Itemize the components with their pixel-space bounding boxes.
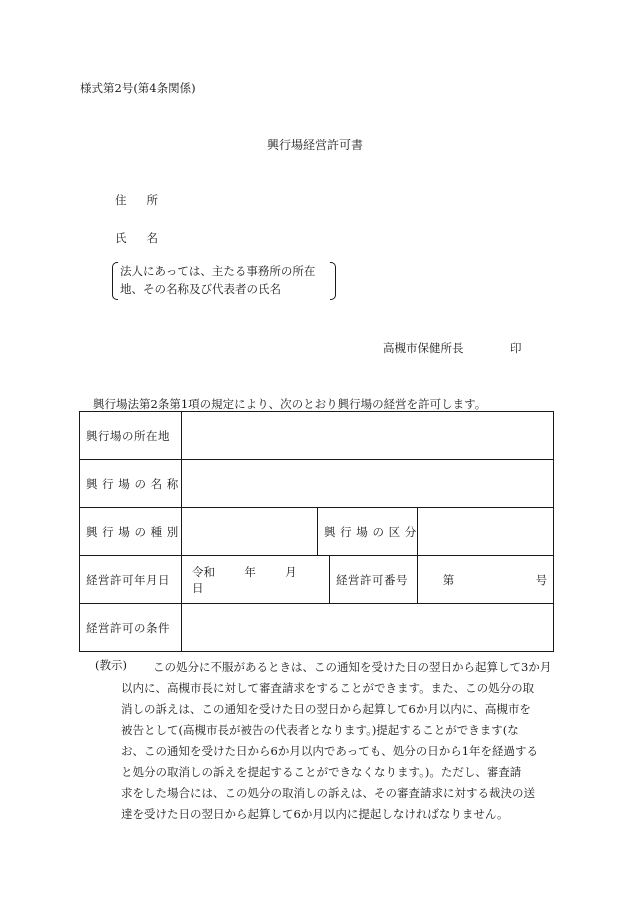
table-row — [80, 412, 554, 460]
remark-line: この処分に不服があるときは、この通知を受けた日の翌日から起算して3か月 — [153, 660, 552, 674]
remark-line: お、この通知を受けた日から6か月以内であっても、処分の日から1年を経過する — [121, 744, 539, 758]
corporate-note-line-1: 法人にあっては、主たる事務所の所在 — [120, 264, 316, 278]
table-row — [80, 604, 554, 652]
address-label-char-2: 所 — [146, 193, 158, 207]
document-title: 興行場経営許可書 — [266, 138, 363, 152]
location-value[interactable] — [182, 412, 554, 460]
bracket-left — [112, 262, 118, 300]
remark-line: 消しの訴えは、この通知を受けた日の翌日から起算して6か月以内に、高槻市を — [121, 702, 531, 716]
remark-line: 被告として(高槻市長が被告の代表者となります。)提起することができます(な — [121, 723, 519, 737]
permit-number-value[interactable] — [418, 556, 554, 604]
permit-conditions-value[interactable] — [182, 604, 554, 652]
remark-line: 求をした場合には、この処分の取消しの訴えは、その審査請求に対する裁決の送 — [121, 786, 535, 800]
facility-name-label: 興 行 場 の 名 称 — [80, 460, 182, 508]
permit-conditions-label: 経営許可の条件 — [80, 604, 182, 652]
remark-label: (教示) — [95, 658, 127, 672]
remark-text — [121, 657, 551, 825]
remark-line: 以内に、高槻市長に対して審査請求をすることができます。また、この処分の取 — [121, 681, 535, 695]
name-label-char-2: 名 — [146, 231, 158, 245]
number-prefix: 第 — [442, 572, 455, 587]
permit-table — [79, 411, 554, 652]
table-row — [80, 508, 554, 556]
form-number: 様式第2号(第4条関係) — [80, 81, 196, 95]
facility-type-value[interactable] — [182, 508, 318, 556]
date-era: 令和 — [192, 564, 215, 579]
name-label — [115, 230, 158, 246]
corporate-note — [116, 262, 332, 298]
permit-date-label: 経営許可年月日 — [80, 556, 182, 604]
table-row — [80, 460, 554, 508]
remark-line: 達を受けた日の翌日から起算して6か月以内に提起しなければなりません。 — [121, 807, 509, 821]
date-year: 年 — [244, 564, 256, 579]
permit-number-label: 経営許可番号 — [330, 556, 418, 604]
facility-type-label: 興 行 場 の 種 別 — [80, 508, 182, 556]
bracket-right — [330, 262, 336, 300]
number-suffix: 号 — [535, 572, 548, 587]
address-label — [115, 192, 158, 208]
permit-date-value[interactable] — [182, 556, 330, 604]
issuer: 高槻市保健所長 — [383, 341, 464, 355]
remark-line: と処分の取消しの訴えを提起することができなくなります。)。ただし、審査請 — [121, 765, 522, 779]
table-row — [80, 556, 554, 604]
date-day: 日 — [192, 580, 204, 595]
name-label-char-1: 氏 — [115, 231, 127, 245]
address-label-char-1: 住 — [115, 193, 127, 207]
facility-division-value[interactable] — [418, 508, 554, 556]
location-label: 興行場の所在地 — [80, 412, 182, 460]
facility-name-value[interactable] — [182, 460, 554, 508]
permit-statement: 興行場法第2条第1項の規定により、次のとおり興行場の経営を許可します。 — [93, 397, 487, 411]
date-month: 月 — [285, 564, 297, 579]
facility-division-label: 興 行 場 の 区 分 — [318, 508, 418, 556]
seal-mark: 印 — [510, 341, 522, 355]
corporate-note-line-2: 地、その名称及び代表者の氏名 — [120, 282, 281, 296]
